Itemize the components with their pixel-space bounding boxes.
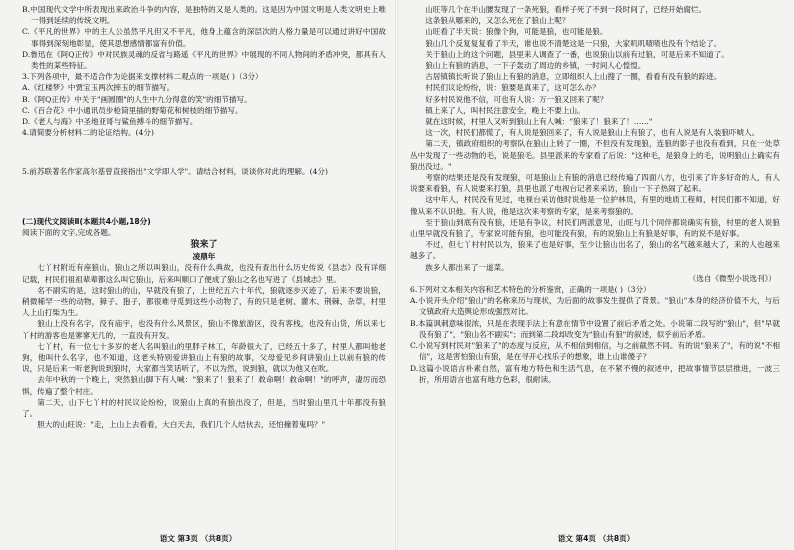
story-paragraph: 至于狼山到底有没有狼，还是有争议，村民们两派意见，山旺与几个同伴都说确实有狼，村里的老人说狼山里早就没有狼了，专家说可能有狼，也可能没有狼，有的说狼山上有狼是好事，有的说不是好事。 (410, 217, 780, 239)
q3-option-c: C.《百合花》中小通讯员步枪筒里插的野菊花和树枝的细节描写。 (22, 105, 243, 115)
story-paragraph: 考察的结果还是没有发现狼，可是狼山上有狼的消息已经传遍了四面八方，也引来了许多好奇的人，有人说要来看狼，有人说要来打狼，县里也派了电视台记者来采访，狼山一下子热闹了起来。 (410, 173, 780, 194)
story-body-left (22, 262, 386, 430)
story-paragraph: 村民们议论纷纷，说：狼要是真来了，这可怎么办？ (425, 83, 600, 93)
story-paragraph: 族多人都出来了一道菜。 (425, 262, 509, 272)
story-paragraph: 名不副实的是，这时狼山的山，早就没有狼了，上世纪五六十年代，狼就逐步灭迹了，后来不要说狼，稍微稀罕一些的动物，獐子、狍子，都很难寻觅到这些小动物了，有的只是老树、灌木、荆棘、杂草，村里人上山打柴为生。 (22, 285, 386, 318)
story-paragraph: 山旺等几个在半山腰发现了一条死狼，看样子死了不到一段时间了，已经开始腐烂。 (425, 5, 707, 14)
q6-option-d: D.这篇小说语言朴素自然，富有地方特色和生活气息，在不紧不慢的叙述中，把故事情节层层推进，一波三折，所用语言也富有地方色彩，很耐读。 (410, 363, 780, 384)
q2-option-d: D.鲁迅在《阿Q正传》中对民族灵魂的反省与路遥《平凡的世界》中展现的不同人物间的矛盾冲突，都具有人类性的某些特征。 (22, 49, 386, 71)
section-heading: (二)现代文阅读Ⅱ(本题共4小题,18分) (22, 216, 151, 226)
story-paragraph: 关于狼山上的这个问题，县里来人调查了一番，也说狼山以前有过狼，可是后来不知道了。 (425, 49, 729, 59)
story-paragraph: 第二天，镇政府组织的考察队在狼山上转了一圈，不但没有发现狼，连狼的影子也没有看到，只在一处草丛中发现了一些动物的毛，说是狼毛。县里派来的专家看了后说："这种毛，是狼身上的毛，说明狼山上确实有狼出没过。" (410, 139, 780, 171)
story-paragraph: 狼山几个反复复复看了半天，谁也说不清楚这是一只狼，大家叽叽喳喳也没有个结论了。 (425, 38, 722, 48)
q6-option-c: C.小说写到村民对"狼来了"的态度与反应，从不相信到相信，与之前截然不同。有的说"狼来了"，有的说"不相信"，这是害怕狼山有狼，是在寻开心找乐子的想象，谁上山谁傻子？ (410, 341, 780, 362)
q6-stem: 6.下列对文本相关内容和艺术特色的分析鉴赏，正确的一项是( )（3分） (410, 285, 651, 295)
q5-stem: 5.前苏联著名作家高尔基曾直接指出"文学即人学"。请结合材料，谈谈你对此的理解。(4分) (22, 167, 328, 177)
q4-answer-space (22, 138, 386, 166)
story-paragraph: 好多村民说他不信，可也有人说：万一狼又回来了呢？ (425, 94, 608, 104)
page-footer-left: 语文 第3页 （共8页） (159, 533, 237, 543)
q5-answer-space (22, 178, 386, 206)
q3-options (22, 82, 386, 127)
story-paragraph: 第二天，山下七丫村的村民议论纷纷，说狼山上真的有狼出没了，但是，当时狼山里几十年都没有狼了。 (22, 397, 386, 419)
story-author: 凌鼎年 (192, 252, 216, 262)
story-paragraph: 不过，但七丫村村民以为，狼来了也是好事，至少让狼山出名了，狼山的名气越来越大了，来的人也越来越多了。 (410, 240, 780, 261)
story-paragraph: 古居镇镇长听说了狼山上有狼的消息，立即组织人上山搜了一圈，看看有没有狼的踪迹。 (425, 72, 722, 82)
page-3 (0, 0, 396, 550)
q6-options (410, 295, 780, 385)
story-paragraph: 这中年人，村民没有见过，电视台采访他时说他是一位护林员，有里的地质工程师，村民们都不知道，好像从来不认识他。有人说，他是这次来考察的专家，是来考察狼的。 (410, 195, 780, 216)
story-paragraph: 就在这时候，村里人又听到狼山上有人喊："狼来了！狼来了！……" (425, 117, 653, 127)
story-paragraph: 山旺看了半天说：狼像个狗，可能是狼，也可能是狼。 (425, 27, 608, 37)
q3-option-d: D.《老人与海》中圣地亚哥与鲨鱼搏斗的细节描写。 (22, 117, 198, 127)
story-paragraph: 胆大的山旺说："走，上山上去看看，大白天去，我们几个人结伙去，还怕撞着鬼吗？" (37, 420, 326, 430)
page-4 (398, 0, 794, 550)
story-paragraph: 去年中秋的一个晚上，突然狼山脚下有人喊："狼来了！狼来了！救命啊！救命啊！"的呼声，凄厉而恐惧，传遍了整个村庄。 (22, 375, 386, 396)
story-paragraph: 这一次，村民们都慌了，有人说是狼回来了，有人说是狼山上有狼了，也有人说是有人装狼吓唬人。 (425, 128, 760, 138)
q2-option-c: C.《平凡的世界》中的主人公虽然平凡但又不平凡，他身上蕴含的深层次的人格力量是可以通过讲好中国故事得到深刻地彰显，使其思想感情都富有价值。 (22, 27, 386, 48)
story-body-right (410, 4, 780, 273)
source-note: （选自《微型小说选刊》） (688, 273, 776, 283)
q4-stem: 4.请简要分析材料二的论证结构。(4分) (22, 128, 154, 138)
reading-instruction: 阅读下面的文字,完成各题。 (22, 227, 116, 237)
story-paragraph: 狼山上没有名字，没有庙宇，也没有什么风景区，狼山不像旅游区，没有客栈，也没有山货，所以来七丫村的游客也是寥寥无几的，一直没有开发。 (22, 319, 386, 340)
q2-options (22, 4, 386, 71)
q3-option-b: B.《阿Q正传》中关于"画圆圈"的人生中九分得意的笑"的细节描写。 (22, 94, 252, 104)
story-paragraph: 狼山上有狼的消息，一下子轰动了周边的乡镇，一时间人心惶惶。 (425, 61, 646, 71)
q6-option-b: B.本篇讽刺意味很浓，只是在表现手法上有意在情节中设置了前后矛盾之处。小说第二段写的"狼山"，但"早就没有狼了"，"狼山名不副实"；而到第二段却改变为"狼山有狼"的叙述，似乎前后矛盾。 (410, 318, 780, 339)
q2-option-b: B.中国现代文学中所表现出来政治斗争的内容，是独特的又是人类的。这是因为中国文明是人类文明史上唯一得到延续的传统文明。 (22, 5, 386, 26)
story-paragraph: 镇上来了人，叫村民注意安全，晚上不要上山。 (425, 105, 585, 115)
story-paragraph: 七丫村，有一位七十多岁的老人名叫狼山的里胖子林工，年龄很大了，已经五十多了，村里人都叫他老狗，他叫什么名字，也不知道，这老头特别爱讲狼山上有狼的故事，父母爱见乡间讲狼山上以前有狼的传说，只是后来一听老狗说到狼时，大家都当笑话听了，不以为然，说到狼，就以为他又在吹。 (22, 341, 386, 374)
q3-stem: 3.下列各项中，最不适合作为论据来支撑材料二观点的一项是( )（3分） (22, 72, 263, 82)
story-paragraph: 七丫村附近有座狼山，狼山之所以叫狼山，没有什么典故，也没有查出什么历史传说《县志》没有详细记载，村民们祖祖辈辈都这么叫它狼山，后来叫顺口了便成了狼山之名也写进了《县城志》里。 (22, 263, 386, 284)
q3-option-a: A.《红楼梦》中贾宝玉两次摔玉的细节描写。 (22, 83, 175, 93)
story-title: 狼来了 (190, 240, 218, 251)
story-paragraph: 这条狼从哪来的，又怎么死在了狼山上呢？ (425, 16, 570, 26)
page-footer-right: 语文 第4页 （共8页） (557, 533, 635, 543)
q6-option-a: A.小说开头介绍"狼山"的名称来历与现状，为后面的故事发生提供了背景。"狼山"本身的经济价值不大，与后文镇政府大造舆论形成强烈对比。 (410, 296, 780, 317)
